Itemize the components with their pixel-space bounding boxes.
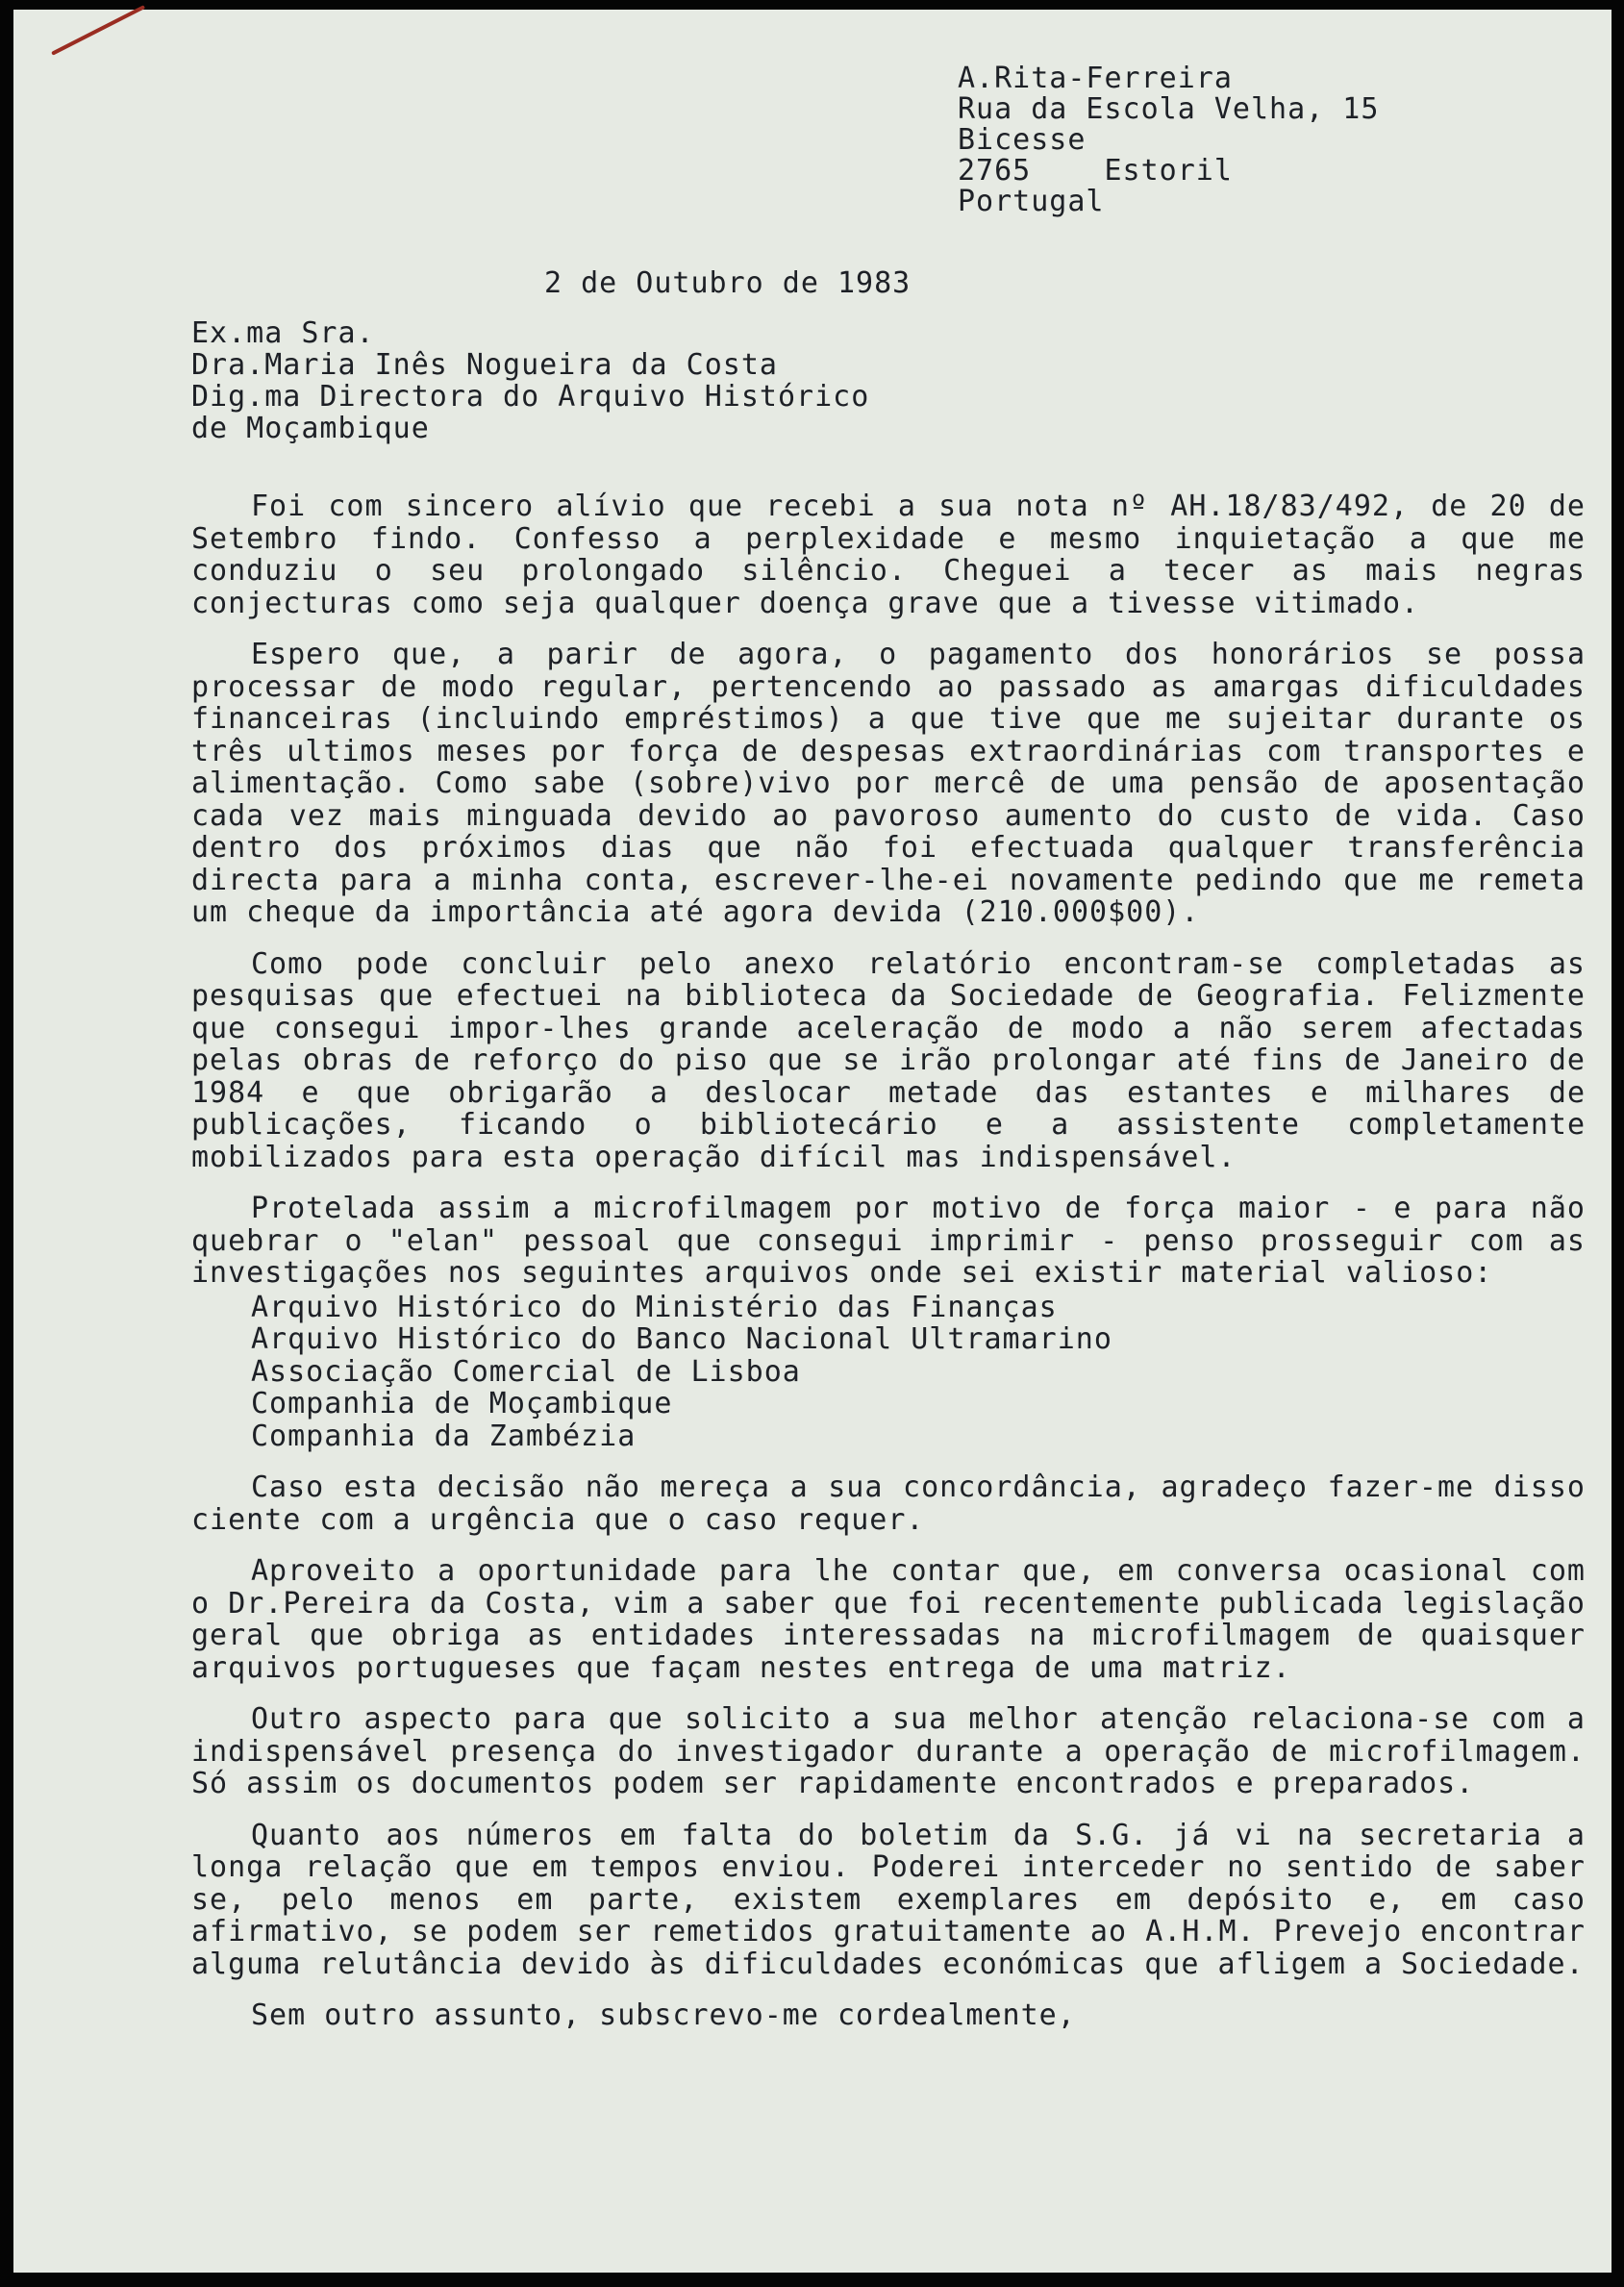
paragraph-4: Protelada assim a microfilmagem por motivo de força maior - e para não quebrar o "elan" pessoal que consegui imprimir - penso prosseguir com as investigações nos seguintes arquivos onde sei existir material valioso:	[191, 1192, 1586, 1290]
archive-item: Companhia da Zambézia	[251, 1419, 637, 1453]
recipient-title-line2: de Moçambique	[191, 412, 430, 445]
paragraph-8: Quanto aos números em falta do boletim da S.G. já vi na secretaria a longa relação que em tempos enviou. Poderei interceder no sentido de saber se, pelo menos em parte, existem exemplares em depósito e, em caso afirmativo, se podem ser remetidos gratuitamente ao A.H.M. Prevejo encontrar alguma relutância devido às dificuldades económicas que afligem a Sociedade.	[191, 1818, 1586, 1981]
paragraph-1: Foi com sincero alívio que recebi a sua nota nº AH.18/83/492, de 20 de Setembro findo. Confesso a perplexidade e mesmo inquietação a que me conduziu o seu prolongado silêncio. Cheguei a tecer as mais negras conjecturas como seja qualquer doença grave que a tivesse vitimado.	[191, 490, 1586, 620]
paragraph-5: Caso esta decisão não mereça a sua concordância, agradeço fazer-me disso ciente com a urgência que o caso requer.	[191, 1470, 1586, 1537]
red-pen-mark	[51, 5, 145, 56]
recipient-title-line1: Dig.ma Directora do Arquivo Histórico	[191, 380, 870, 414]
paragraph-3: Como pode concluir pelo anexo relatório encontram-se completadas as pesquisas que efectuei na biblioteca da Sociedade de Geografia. Felizmente que consegui impor-lhes grande aceleração de modo a não serem afectadas pelas obras de reforço do piso que se irão prolongar até fins de Janeiro de 1984 e que obrigarão a deslocar metade das estantes e milhares de publicações, ficando o bibliotecário e a assistente completamente mobilizados para esta operação difícil mas indispensável.	[191, 946, 1586, 1174]
recipient-salutation: Ex.ma Sra.	[191, 316, 375, 350]
sender-locality: Bicesse	[958, 123, 1087, 157]
letter-date: 2 de Outubro de 1983	[544, 266, 912, 300]
sender-street: Rua da Escola Velha, 15	[958, 92, 1380, 126]
sender-name: A.Rita-Ferreira	[958, 62, 1233, 95]
archive-item: Arquivo Histórico do Banco Nacional Ultramarino	[251, 1322, 1112, 1356]
recipient-name: Dra.Maria Inês Nogueira da Costa	[191, 348, 778, 382]
letter-body	[191, 490, 1586, 2051]
sender-address	[958, 63, 1379, 217]
sender-postcode-city: 2765 Estoril	[958, 154, 1233, 188]
paragraph-7: Outro aspecto para que solicito a sua melhor atenção relaciona-se com a indispensável presença do investigador durante a operação de microfilmagem. Só assim os documentos podem ser rapidamente encontrados e preparados.	[191, 1702, 1586, 1800]
archive-item: Companhia de Moçambique	[251, 1387, 673, 1420]
archive-item: Associação Comercial de Lisboa	[251, 1354, 801, 1389]
archive-list	[251, 1292, 1586, 1453]
paragraph-6: Aproveito a oportunidade para lhe contar que, em conversa ocasional com o Dr.Pereira da Costa, vim a saber que foi recentemente publicada legislação geral que obriga as entidades interessadas na microfilmagem de quaisquer arquivos portugueses que façam nestes entrega de uma matriz.	[191, 1554, 1586, 1685]
recipient-block	[191, 317, 869, 444]
archive-item: Arquivo Histórico do Ministério das Finanças	[251, 1290, 1058, 1324]
closing-line: Sem outro assunto, subscrevo-me cordealmente,	[251, 1998, 1076, 2032]
paragraph-2: Espero que, a parir de agora, o pagamento dos honorários se possa processar de modo regular, pertencendo ao passado as amargas dificuldades financeiras (incluindo empréstimos) a que tive que me sujeitar durante os três ultimos meses por força de despesas extraordinárias com transportes e alimentação. Como sabe (sobre)vivo por mercê de uma pensão de aposentação cada vez mais minguada devido ao pavoroso aumento do custo de vida. Caso dentro dos próximos dias que não foi efectuada qualquer transferência directa para a minha conta, escrever-lhe-ei novamente pedindo que me remeta um cheque da importância até agora devida (210.000$00).	[191, 638, 1586, 929]
sender-country: Portugal	[958, 185, 1105, 218]
letter-page	[13, 10, 1612, 2273]
